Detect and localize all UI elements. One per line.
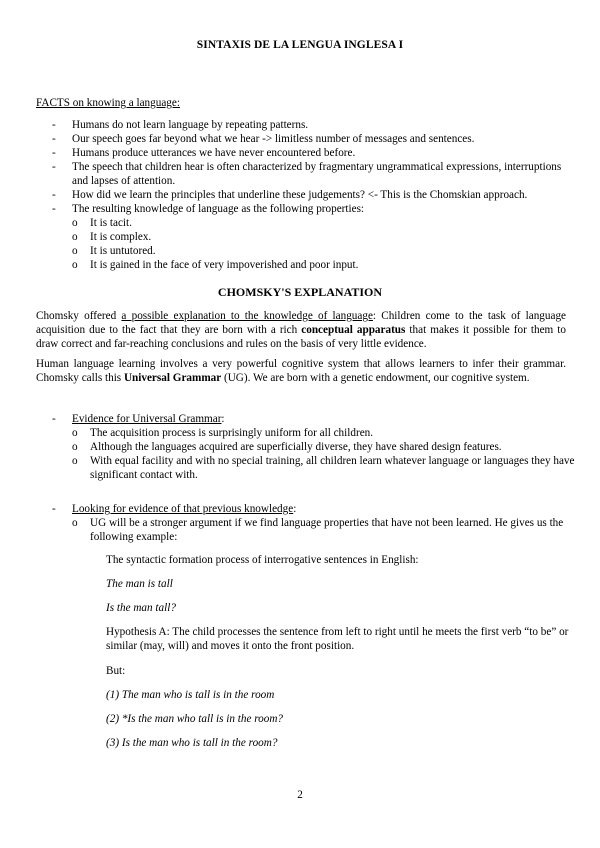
list-item: - Humans produce utterances we have never encountered before. — [50, 146, 580, 160]
example-sentence-2: Is the man tall? — [106, 602, 176, 614]
but-label: But: — [106, 665, 126, 677]
properties-list — [72, 216, 580, 272]
facts-list — [50, 118, 580, 272]
p2-text-a: Human language learning involves a very powerful cognitive system that allows learners to infer their grammar. Chomsky calls this — [36, 358, 566, 384]
evidence-list — [50, 412, 580, 482]
explanation-paragraph-1 — [36, 309, 566, 351]
p1-text-b: : Children come to the task of language acquisition due to the fact that they are born with a rich — [36, 310, 567, 336]
property-item: o It is tacit. — [72, 216, 580, 230]
example-intro: The syntactic formation process of interrogative sentences in English: — [106, 554, 419, 566]
property-item: o It is gained in the face of very impoverished and poor input. — [72, 258, 580, 272]
list-item: - How did we learn the principles that underline these judgements? <- This is the Chomskian approach. — [50, 188, 580, 202]
list-item: - Humans do not learn language by repeating patterns. — [50, 118, 580, 132]
facts-heading-text: FACTS on knowing a language — [36, 97, 177, 109]
list-item: - Our speech goes far beyond what we hear -> limitless number of messages and sentences. — [50, 132, 580, 146]
example-sentence-1: The man is tall — [106, 578, 173, 590]
evidence-colon: : — [221, 413, 225, 425]
looking-item: o UG will be a stronger argument if we find language properties that have not been learned. He gives us the following example: — [72, 516, 580, 544]
p2-text-b: (UG). We are born with a genetic endowment, our cognitive system. — [221, 372, 530, 384]
numbered-sentence-2: (2) *Is the man who tall is in the room? — [106, 713, 284, 725]
explanation-paragraph-2 — [36, 357, 566, 385]
looking-sublist — [72, 516, 580, 544]
p1-text-a: Chomsky offered — [36, 310, 122, 322]
looking-heading: Looking for evidence of that previous knowledge — [72, 503, 294, 515]
p1-underlined: a possible explanation to the knowledge of language — [121, 310, 373, 322]
property-item: o It is untutored. — [72, 244, 580, 258]
facts-heading-colon: : — [176, 97, 180, 109]
properties-intro: The resulting knowledge of language as the following properties: — [72, 203, 365, 215]
evidence-item: o Although the languages acquired are superficially diverse, they have shared design features. — [72, 440, 580, 454]
evidence-item: o With equal facility and with no special training, all children learn whatever language or languages they have significant contact with. — [72, 454, 580, 482]
looking-colon: : — [293, 503, 297, 515]
evidence-item: o The acquisition process is surprisingly uniform for all children. — [72, 426, 580, 440]
looking-list — [50, 502, 580, 544]
facts-heading — [36, 96, 180, 110]
property-item: o It is complex. — [72, 230, 580, 244]
p1-bold: conceptual apparatus — [301, 324, 406, 336]
numbered-sentence-1: (1) The man who is tall is in the room — [106, 689, 275, 701]
page-title: SINTAXIS DE LA LENGUA INGLESA I — [196, 39, 404, 51]
list-item: - The speech that children hear is often characterized by fragmentary ungrammatical expressions, interruptions and lapses of attention. — [50, 160, 580, 188]
hypothesis-a: Hypothesis A: The child processes the sentence from left to right until he meets the first verb “to be” or similar (may, will) and moves it onto the front position. — [106, 626, 569, 652]
page-number: 2 — [297, 789, 303, 801]
p2-bold: Universal Grammar — [123, 372, 222, 384]
evidence-sublist — [72, 426, 580, 482]
list-item — [50, 412, 580, 482]
p1-text-c: that makes it possible for them to draw correct and far-reaching conclusions and rules on the basis of very little evidence. — [36, 324, 566, 350]
list-item — [50, 202, 580, 272]
section-heading: CHOMSKY'S EXPLANATION — [217, 285, 383, 299]
list-item — [50, 502, 580, 544]
evidence-heading: Evidence for Universal Grammar — [72, 413, 222, 425]
numbered-sentence-3: (3) Is the man who is tall in the room? — [106, 737, 278, 749]
